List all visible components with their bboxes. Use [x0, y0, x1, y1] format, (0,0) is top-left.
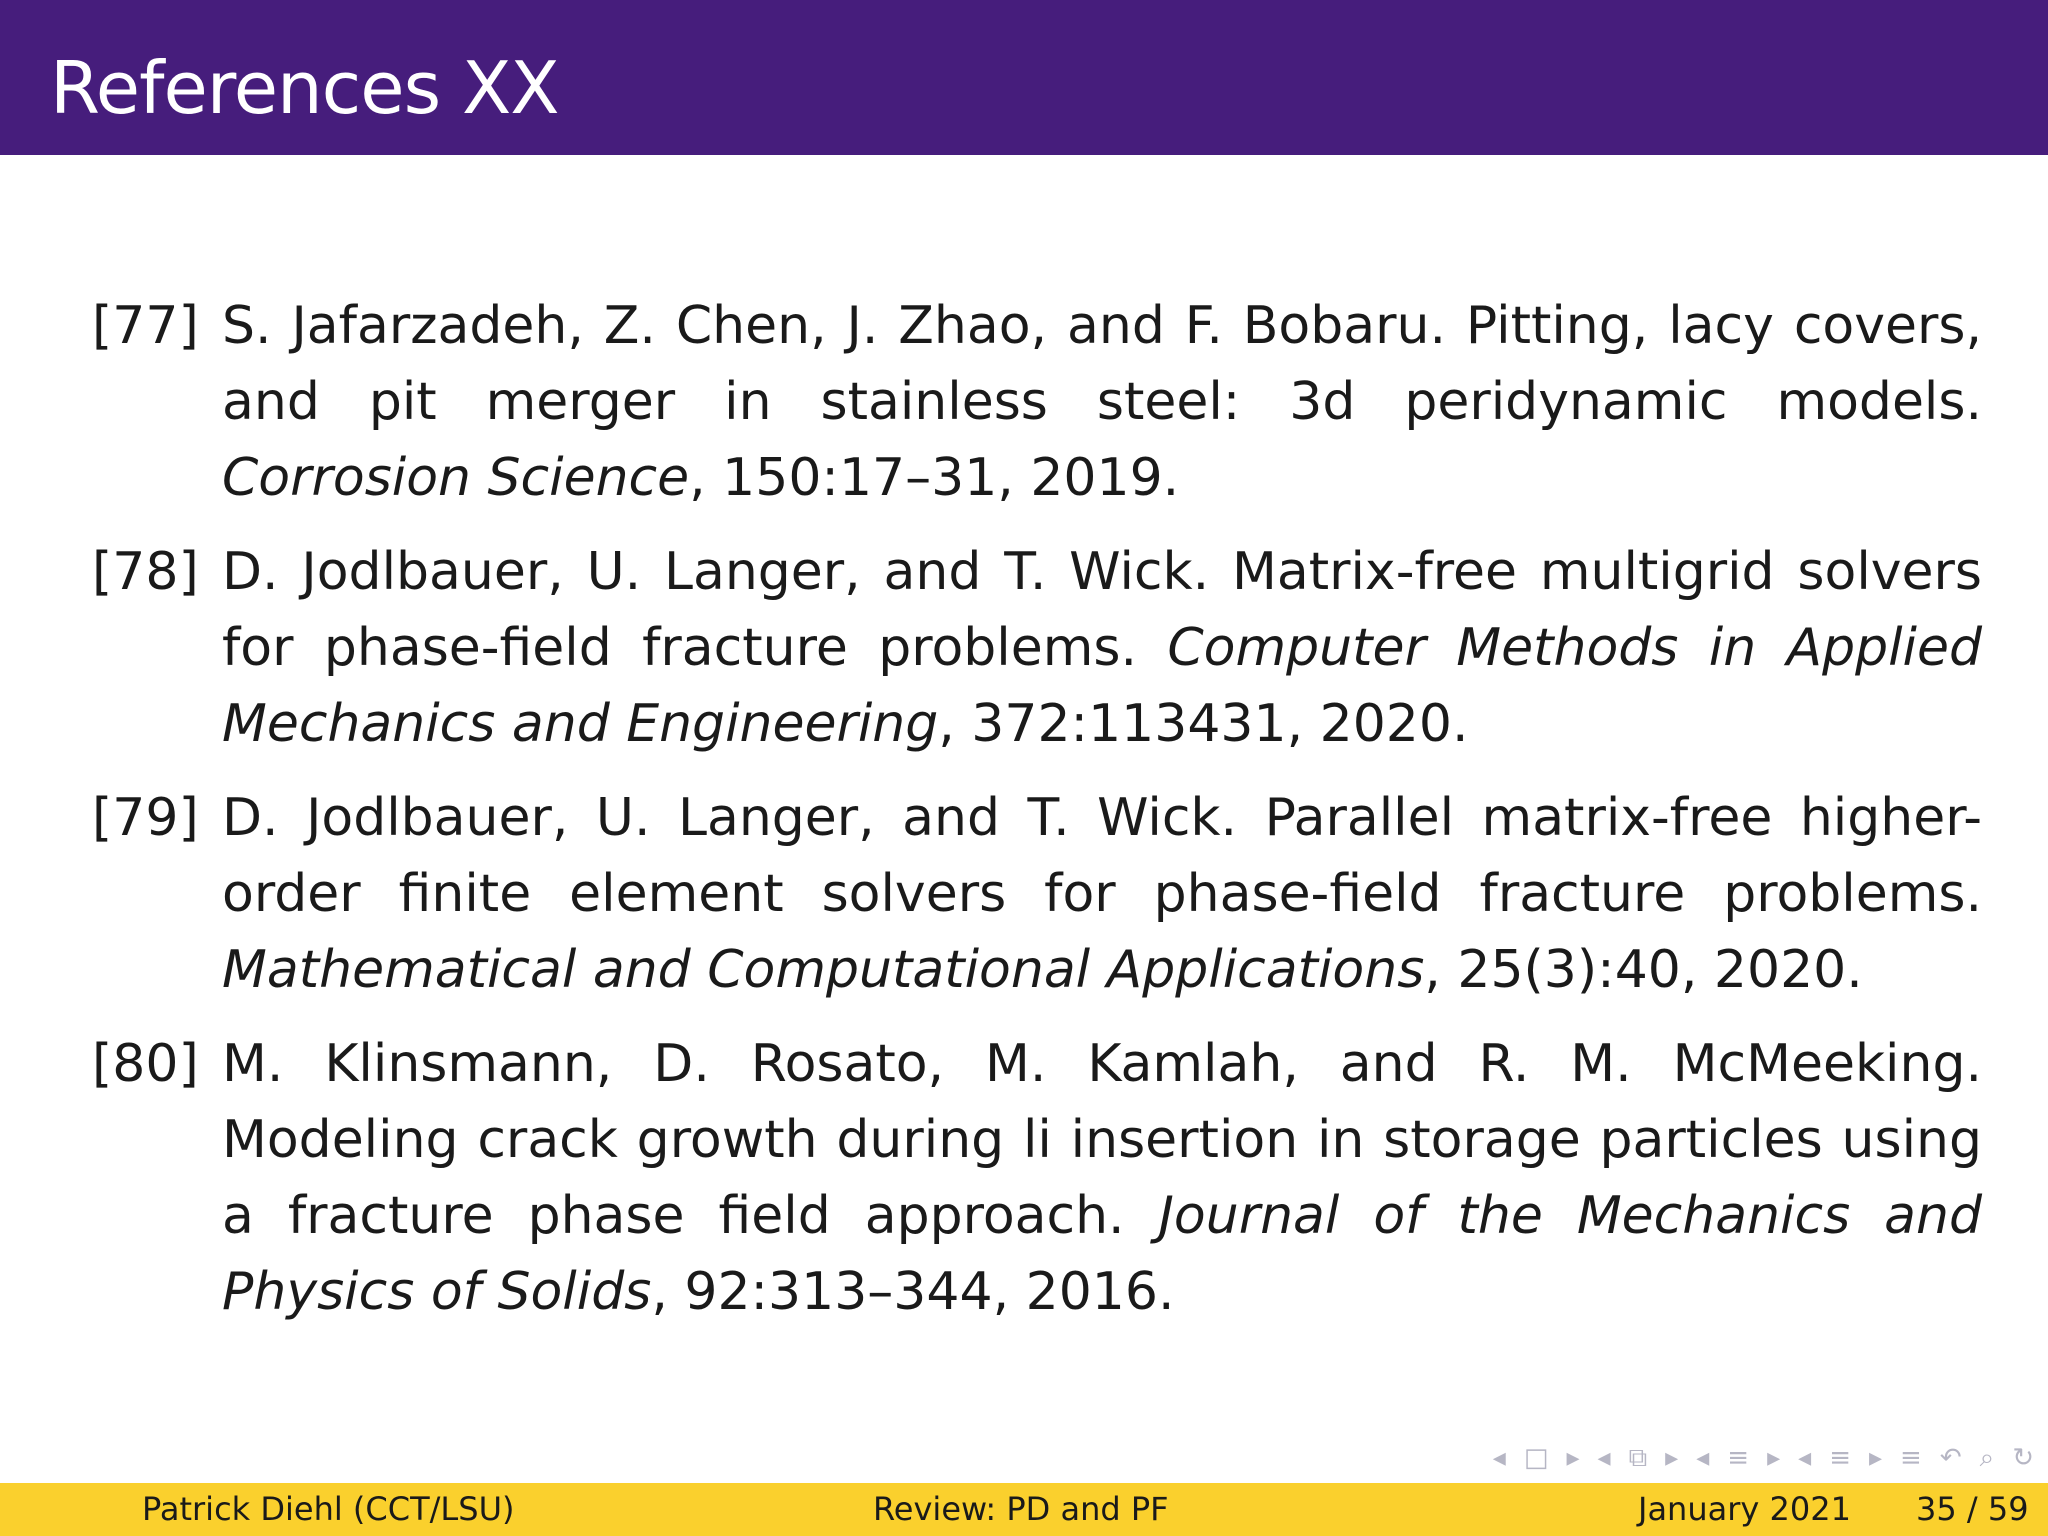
reference-title: Pitting, lacy covers, and pit merger in stainless steel: 3d peridynamic models.	[222, 296, 1982, 432]
prev-part-icon[interactable]: ◂	[1798, 1443, 1812, 1473]
section-icon[interactable]: ≡	[1727, 1443, 1750, 1473]
forward-icon[interactable]: ↻	[2012, 1443, 2034, 1473]
reference-number: [79]	[92, 788, 199, 848]
next-frame-icon[interactable]: ▸	[1566, 1443, 1580, 1473]
reference-details: , 150:17–31, 2019.	[689, 448, 1180, 508]
footer-date: January 2021	[1638, 1490, 1851, 1528]
reference-text	[222, 288, 1982, 516]
reference-text	[222, 1026, 1982, 1330]
frame-icon[interactable]: □	[1523, 1443, 1549, 1473]
reference-venue: Journal of the Mechanics and Physics of Solids	[222, 1186, 1983, 1322]
reference-text	[222, 780, 1982, 1008]
reference-details: , 372:113431, 2020.	[938, 694, 1469, 754]
footer-title: Review: PD and PF	[873, 1490, 1169, 1528]
reference-details: , 92:313–344, 2016.	[651, 1262, 1175, 1322]
part-icon[interactable]: ≡	[1829, 1443, 1851, 1473]
slide-footer	[0, 1483, 2048, 1536]
prev-section-icon[interactable]: ◂	[1696, 1443, 1710, 1473]
reference-number: [80]	[92, 1034, 199, 1094]
reference-authors: D. Jodlbauer, U. Langer, and T. Wick.	[222, 788, 1238, 848]
reference-details: , 25(3):40, 2020.	[1424, 940, 1863, 1000]
prev-subsection-icon[interactable]: ◂	[1597, 1443, 1611, 1473]
next-part-icon[interactable]: ▸	[1868, 1443, 1883, 1473]
reference-title: Parallel matrix-free higher-order finite element solvers for phase-field fracture problems.	[222, 788, 1983, 924]
next-subsection-icon[interactable]: ▸	[1665, 1443, 1679, 1473]
reference-title: Modeling crack growth during li insertion in storage particles using a fracture phase field approach.	[222, 1110, 1982, 1246]
slide-header	[0, 0, 2048, 155]
reference-item	[0, 1026, 2048, 1330]
reference-number: [77]	[92, 296, 199, 356]
footer-author: Patrick Diehl (CCT/LSU)	[142, 1490, 515, 1528]
reference-authors: D. Jodlbauer, U. Langer, and T. Wick.	[222, 542, 1210, 602]
prev-frame-icon[interactable]: ◂	[1492, 1443, 1506, 1473]
reference-venue: Computer Methods in Applied Mechanics and Engineering	[222, 618, 1982, 754]
reference-venue: Corrosion Science	[222, 448, 690, 508]
search-icon[interactable]: ⌕	[1979, 1442, 1995, 1473]
subsection-icon[interactable]: ⧉	[1628, 1442, 1648, 1473]
reference-list	[0, 288, 2048, 1348]
reference-title: Matrix-free multigrid solvers for phase-field fracture problems.	[222, 542, 1982, 678]
reference-item	[0, 780, 2048, 1008]
back-icon[interactable]: ↶	[1939, 1443, 1962, 1473]
reference-number: [78]	[92, 542, 199, 602]
reference-text	[222, 534, 1982, 762]
reference-authors: S. Jafarzadeh, Z. Chen, J. Zhao, and F. Bobaru.	[222, 296, 1446, 356]
beamer-navigation-bar	[1320, 1438, 2040, 1478]
reference-authors: M. Klinsmann, D. Rosato, M. Kamlah, and R. M. McMeeking.	[222, 1034, 1982, 1094]
footer-page-number: 35 / 59	[1916, 1490, 2029, 1528]
reference-item	[0, 534, 2048, 762]
document-icon[interactable]: ≡	[1900, 1443, 1922, 1473]
next-section-icon[interactable]: ▸	[1767, 1443, 1781, 1473]
reference-item	[0, 288, 2048, 516]
slide-title: References XX	[50, 46, 559, 130]
reference-venue: Mathematical and Computational Applications	[222, 940, 1425, 1000]
